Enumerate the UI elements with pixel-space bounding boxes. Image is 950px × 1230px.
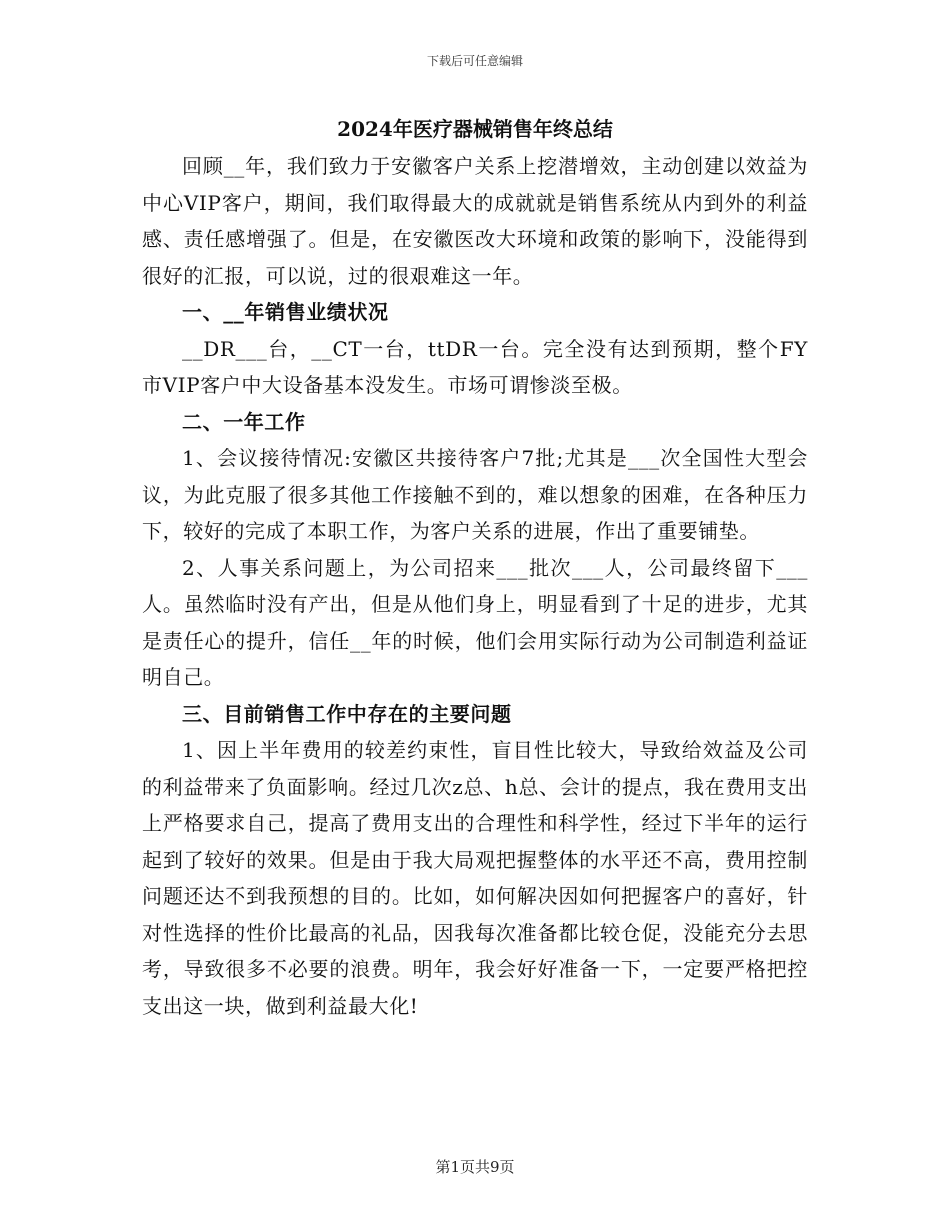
section-heading-1: 一、__年销售业绩状况	[182, 300, 389, 324]
section-heading-3: 三、目前销售工作中存在的主要问题	[182, 701, 512, 726]
section-heading-2: 二、一年工作	[182, 409, 306, 434]
document-title: 2024年医疗器械销售年终总结	[337, 117, 613, 141]
paragraph-intro: 回顾__年，我们致力于安徽客户关系上挖潜增效，主动创建以效益为中心VIP客户，期间，我们取得最大的成就就是销售系统从内到外的利益感、责任感增强了。但是，在安徽医改大环境和政策的影响下，没能得到很好的汇报，可以说，过的很艰难这一年。	[142, 154, 808, 288]
paragraph-sales-performance: __DR___台，__CT一台，ttDR一台。完全没有达到预期，整个FY市VIP客户中大设备基本没发生。市场可谓惨淡至极。	[142, 336, 808, 397]
paragraph-problems: 1、因上半年费用的较差约束性，盲目性比较大，导致给效益及公司的利益带来了负面影响。经过几次z总、h总、会计的提点，我在费用支出上严格要求自己，提高了费用支出的合理性和科学性，经过下半年的运行起到了较好的效果。但是由于我大局观把握整体的水平还不高，费用控制问题还达不到我预想的目的。比如，如何解决因如何把握客户的喜好，针对性选择的性价比最高的礼品，因我每次准备都比较仓促，没能充分去思考，导致很多不必要的浪费。明年，我会好好准备一下，一定要严格把控支出这一块，做到利益最大化!	[142, 738, 808, 1018]
page-footer: 第1页共9页	[435, 1158, 515, 1176]
paragraph-personnel: 2、人事关系问题上，为公司招来___批次___人，公司最终留下___人。虽然临时没有产出，但是从他们身上，明显看到了十足的进步，尤其是责任心的提升，信任__年的时候，他们会用实际行动为公司制造利益证明自己。	[142, 555, 808, 689]
header-note: 下载后可任意编辑	[426, 54, 523, 68]
document-body	[142, 112, 808, 1024]
paragraph-meetings: 1、会议接待情况:安徽区共接待客户7批;尤其是___次全国性大型会议，为此克服了很多其他工作接触不到的，难以想象的困难，在各种压力下，较好的完成了本职工作，为客户关系的进展，作出了重要铺垫。	[142, 446, 808, 543]
